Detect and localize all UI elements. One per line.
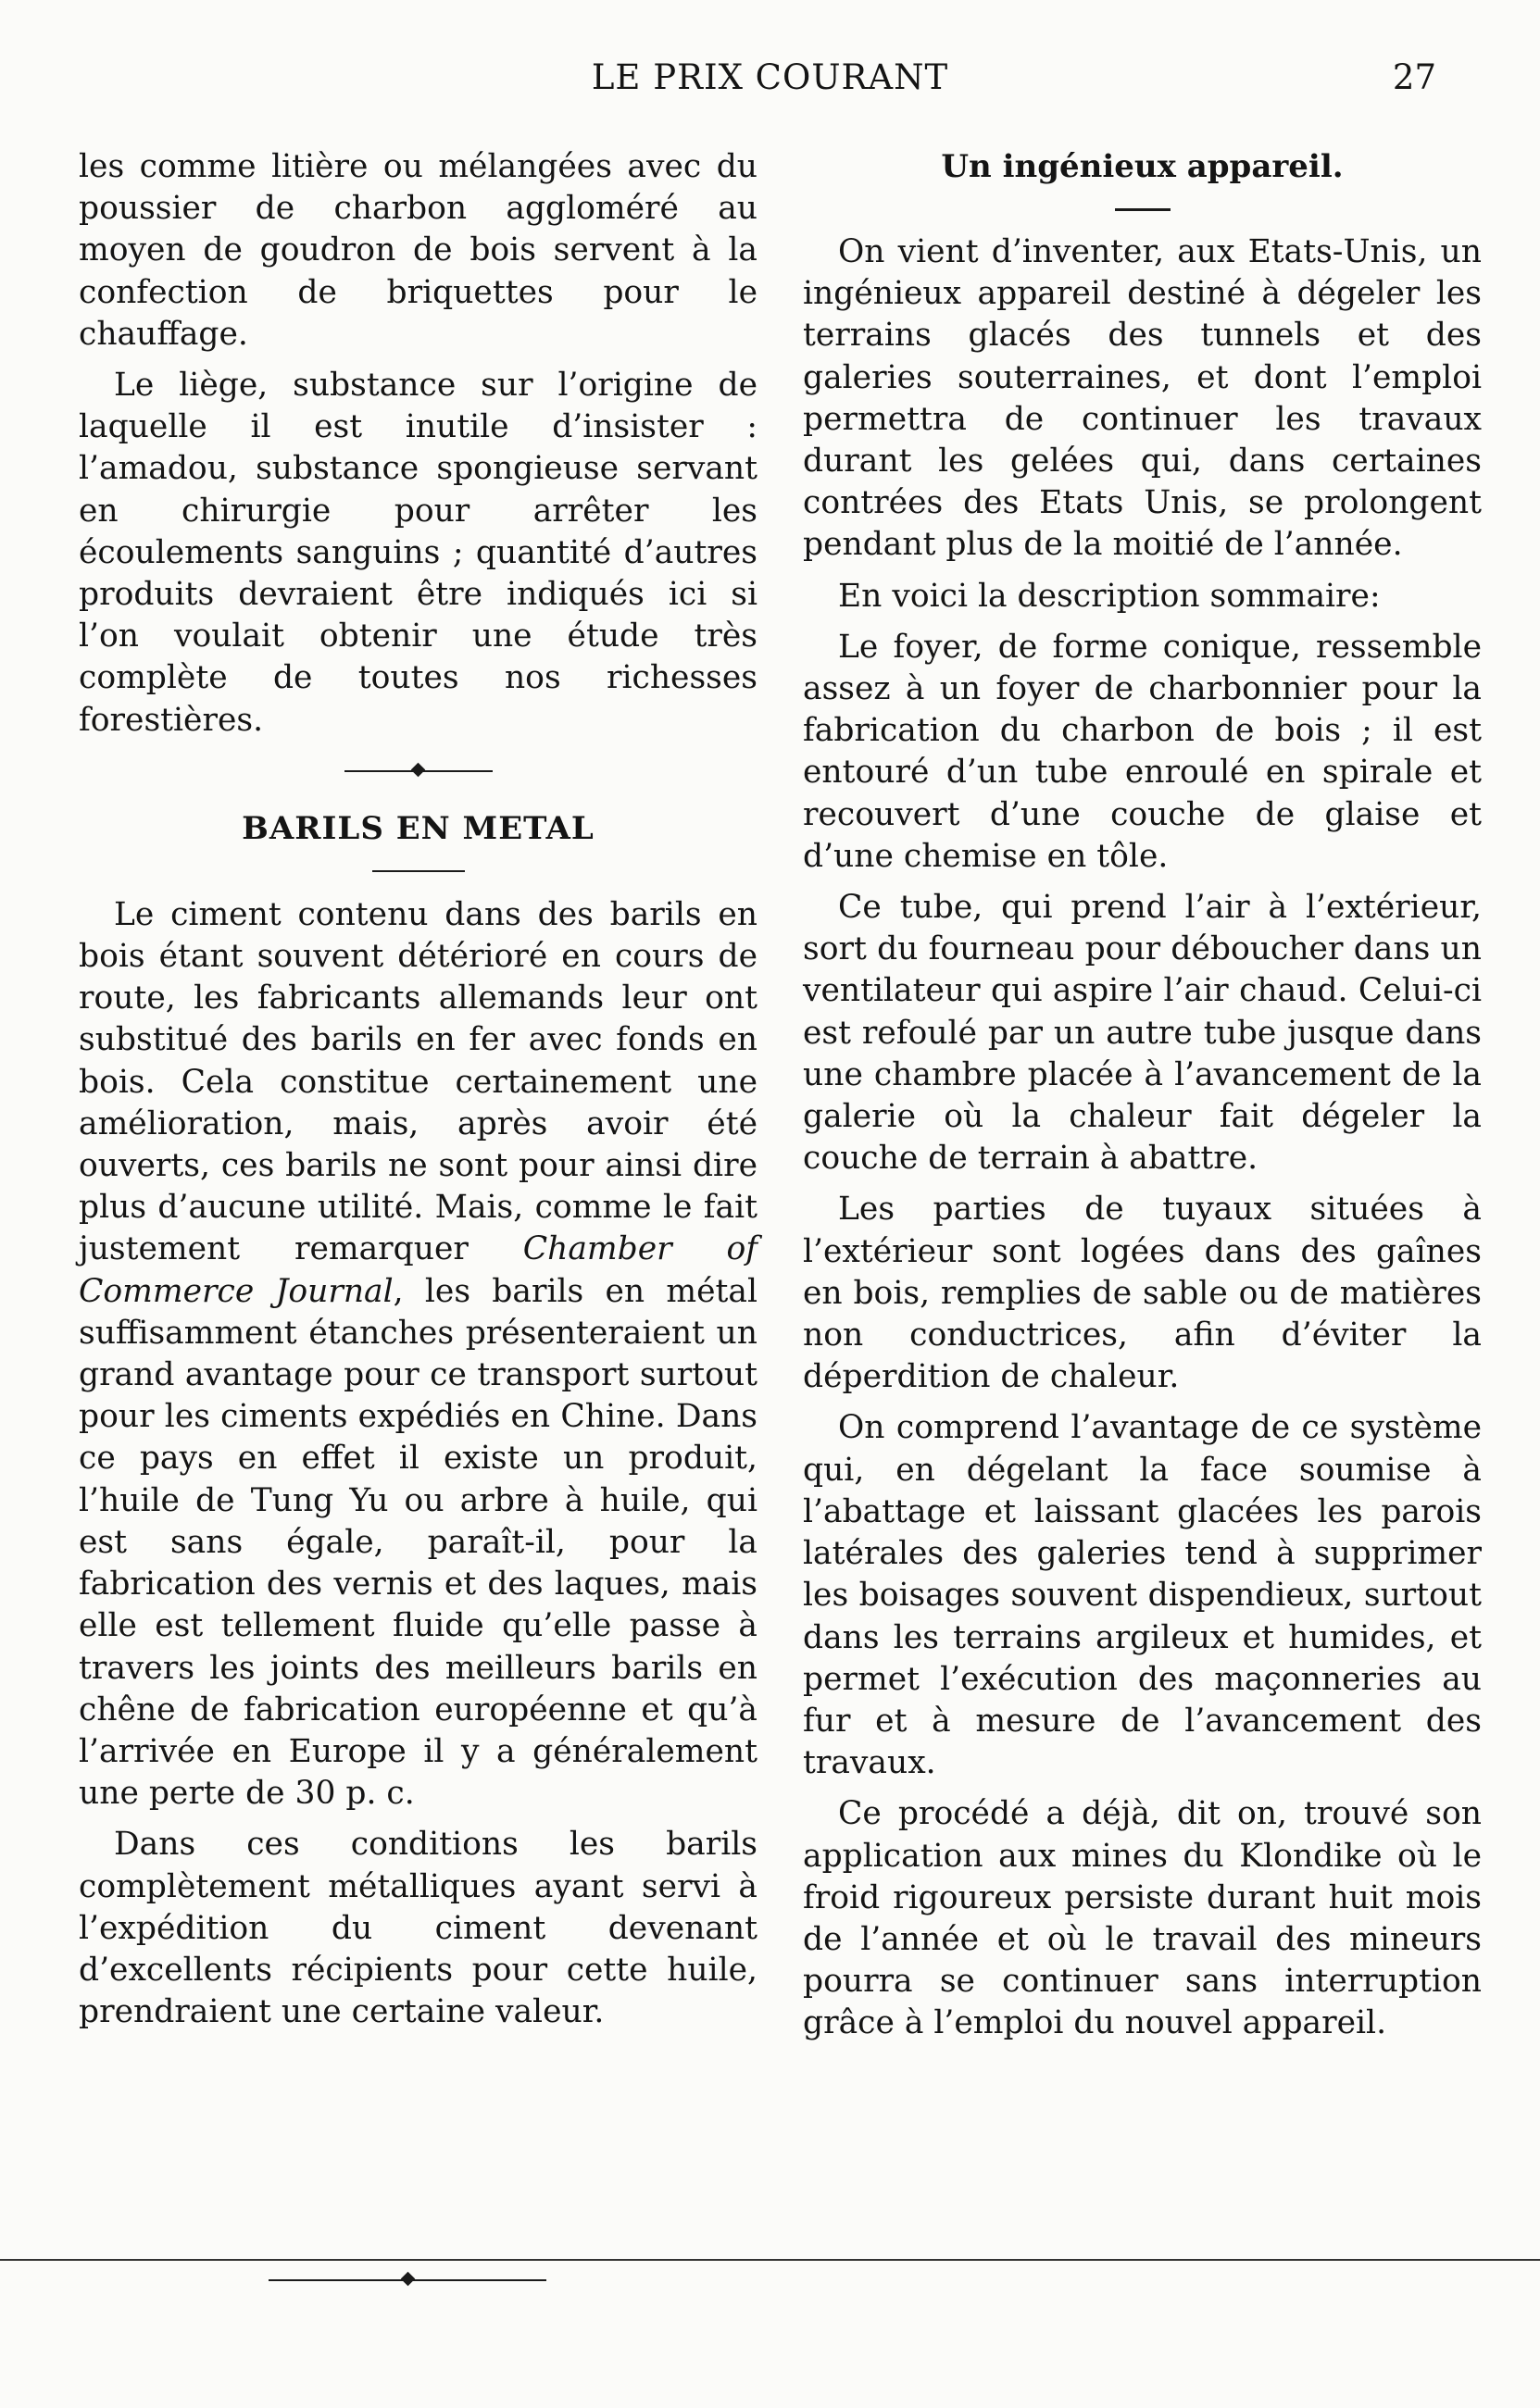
barils-paragraph-2: Dans ces conditions les barils complètement métalliques ayant servi à l’expédition du ciment devenant d’excellents récipients pour cette huile, prendraient une certaine valeur. (79, 1826, 757, 2031)
running-title: LE PRIX COURANT (591, 57, 949, 97)
appareil-paragraph-7: Ce procédé a déjà, dit on, trouvé son application aux mines du Klondike où le froid rigoureux persiste durant huit mois de l’année et où le travail des mineurs pourra se continuer sans interruption grâce à l’emploi du nouvel appareil. (803, 1795, 1482, 2042)
journal-title: Chamber of Commerce Journal (79, 1230, 757, 1310)
left-column (79, 146, 757, 2042)
paragraph-liege: Le liège, substance sur l’origine de laquelle il est inutile d’insister : l’amadou, substance spongieuse servant en chirurgie pour arrêter les écoulements sanguins ; quantité d’autres produits devraient être indiqués ici si l’on voulait obtenir une étude très complète de toutes nos richesses forestières. (79, 367, 757, 739)
barils-paragraph-1 (79, 894, 757, 1815)
title-underline-rule (1115, 208, 1171, 211)
barils-para1-text-a: Le ciment contenu dans des barils en bois étant souvent détérioré en cours de route, les fabricants allemands leur ont substitué des barils en fer avec fonds en bois. Cela constitue certainement une amélioration, mais, après avoir été ouverts, ces barils ne sont pour ainsi dire plus d’aucune utilité. Mais, comme le fait justement remarquer (79, 895, 757, 1268)
right-column (803, 146, 1482, 2054)
appareil-paragraph-5: Les parties de tuyaux situées à l’extérieur sont logées dans des gaînes en bois, remplies de sable ou de matières non conductrices, afin d’éviter la déperdition de chaleur. (803, 1191, 1482, 1396)
appareil-paragraph-4: Ce tube, qui prend l’air à l’extérieur, sort du fourneau pour déboucher dans un ventilateur qui aspire l’air chaud. Celui-ci est refoulé par un autre tube jusque dans une chambre placée à l’avancement de la galerie où la chaleur fait dégeler la couche de terrain à abattre. (803, 889, 1482, 1178)
barils-para1-text-b: , les barils en métal suffisamment étanches présenteraient un grand avantage pour ce transport surtout pour les ciments expédiés en Chine. Dans ce pays en effet il existe un produit, l’huile de Tung Yu ou arbre à huile, qui est sans égale, paraît-il, pour la fabrication des vernis et des laques, mais elle est tellement fluide qu’elle passe à travers les joints des meilleurs barils en chêne de fabrication européenne et qu’à l’arrivée en Europe il y a généralement une perte de 30 p. c. (79, 1272, 757, 1813)
appareil-paragraph-6: On comprend l’avantage de ce système qui, en dégelant la face soumise à l’abattage et laissant glacées les parois latérales des galeries tend à supprimer les boisages souvent dispendieux, surtout dans les terrains argileux et humides, et permet l’exécution des maçonneries au fur et à mesure de l’avancement des travaux. (803, 1409, 1482, 1782)
running-header (0, 57, 1540, 113)
bottom-ornament (269, 2271, 546, 2289)
article-title-appareil: Un ingénieux appareil. (941, 148, 1344, 185)
article-title-barils: BARILS EN METAL (242, 809, 595, 847)
diamond-icon (410, 763, 425, 778)
section-divider-ornament (79, 762, 757, 780)
title-underline-rule (372, 870, 465, 872)
appareil-paragraph-3: Le foyer, de forme conique, ressemble assez à un foyer de charbonnier pour la fabrication du charbon de bois ; il est entouré d’un tube enroulé en spirale et recouvert d’une couche de glaise et d’une chemise en tôle. (803, 628, 1482, 875)
intro-paragraph: les comme litière ou mélangées avec du poussier de charbon aggloméré au moyen de goudron de bois servent à la confection de briquettes pour le chauffage. (79, 148, 757, 353)
diamond-icon (401, 2272, 416, 2287)
page-number: 27 (1392, 57, 1436, 97)
bottom-rule (0, 2259, 1540, 2261)
appareil-paragraph-2: En voici la description sommaire: (838, 577, 1381, 615)
appareil-paragraph-1: On vient d’inventer, aux Etats-Unis, un ingénieux appareil destiné à dégeler les terrains glacés des tunnels et des galeries souterraines, et dont l’emploi permettra de continuer les travaux durant les gelées qui, dans certaines contrées des Etats Unis, se prolongent pendant plus de la moitié de l’année. (803, 233, 1482, 564)
